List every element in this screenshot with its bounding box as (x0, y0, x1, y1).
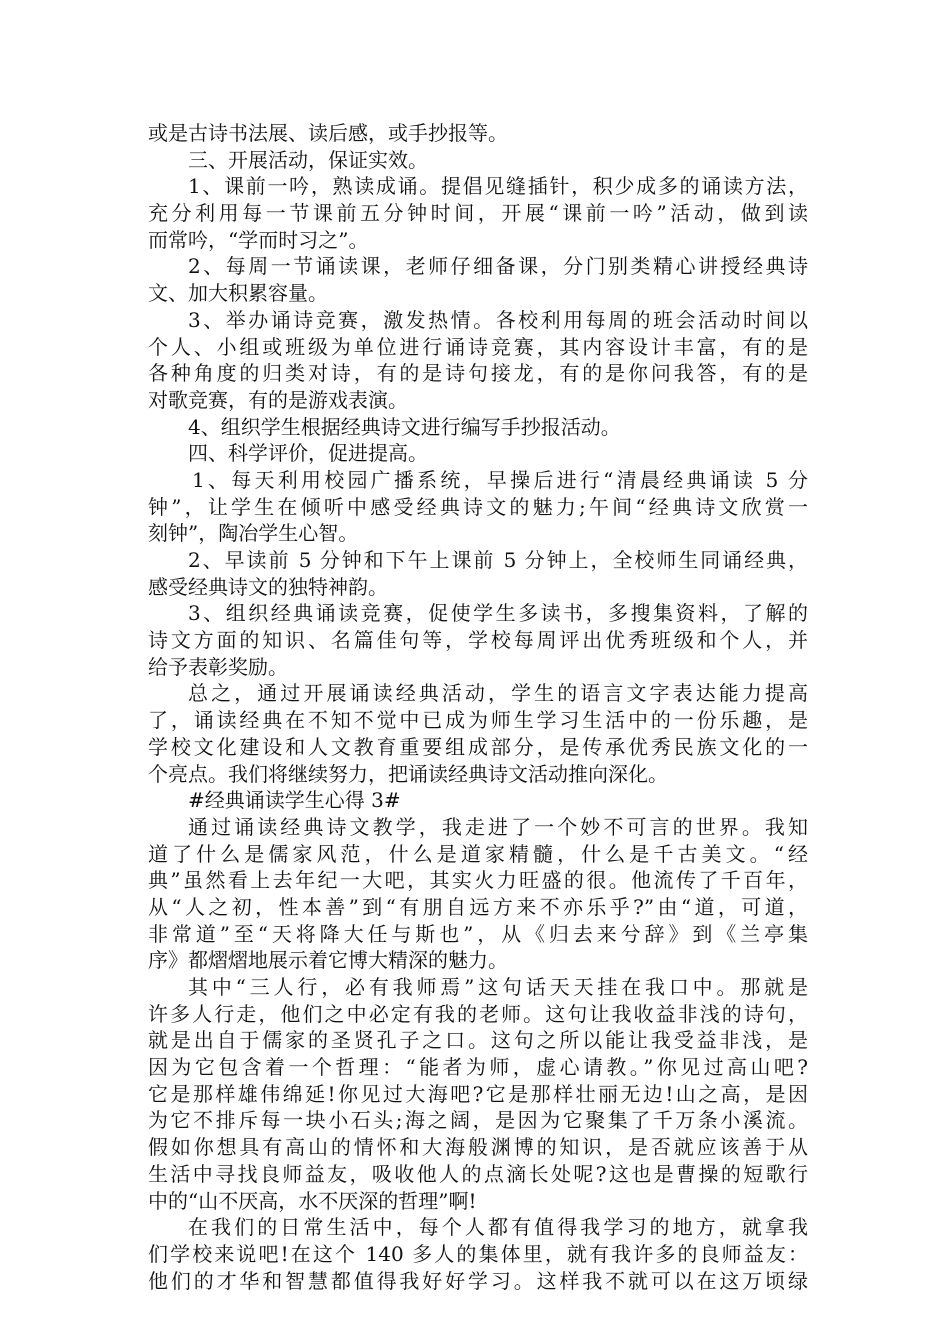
text-line: 因为它包含着一个哲理：“能者为师，虚心请教。”你见过高山吧? (148, 1055, 808, 1080)
text-line: 3、组织经典诵读竞赛，促使学生多读书，多搜集资料，了解的 (188, 601, 808, 626)
text-line: 了，诵读经典在不知不觉中已成为师生学习生活中的一份乐趣，是 (148, 708, 808, 733)
text-line: 假如你想具有高山的情怀和大海般渊博的知识，是否就应该善于从 (148, 1135, 808, 1160)
text-line: 总之，通过开展诵读经典活动，学生的语言文字表达能力提高 (188, 681, 808, 706)
text-line: 它是那样雄伟绵延!你见过大海吧?它是那样壮丽无边!山之高，是因 (148, 1081, 808, 1106)
text-line: 生活中寻找良师益友，吸收他人的点滴长处呢?这也是曹操的短歌行 (148, 1161, 808, 1186)
text-line: 对歌竞赛，有的是游戏表演。 (148, 387, 408, 412)
document-body (148, 120, 808, 1294)
text-line: 典”虽然看上去年纪一大吧，其实火力旺盛的很。他流传了千百年， (148, 868, 808, 893)
text-line: 其中“三人行，必有我师焉”这句话天天挂在我口中。那就是 (188, 975, 808, 999)
text-line: 序》都熠熠地展示着它博大精深的魅力。 (148, 948, 508, 973)
text-line: 文、加大积累容量。 (148, 281, 328, 306)
text-line: 就是出自于儒家的圣贤孔子之口。这句之所以能让我受益非浅，是 (148, 1028, 808, 1053)
text-line: 诗文方面的知识、名篇佳句等，学校每周评出优秀班级和个人，并 (148, 628, 808, 653)
text-line: 通过诵读经典诗文教学，我走进了一个妙不可言的世界。我知 (188, 814, 808, 839)
text-line: 从“人之初，性本善”到“有朋自远方来不亦乐乎?”由“道，可道， (148, 894, 808, 919)
text-line: 3、举办诵诗竞赛，激发热情。各校利用每周的班会活动时间以 (188, 307, 808, 332)
text-line: 为它不排斥每一块小石头;海之阔，是因为它聚集了千万条小溪流。 (148, 1108, 808, 1133)
text-line: 在我们的日常生活中，每个人都有值得我学习的地方，就拿我 (188, 1215, 808, 1240)
text-line: 充分利用每一节课前五分钟时间，开展“课前一吟”活动，做到读 (148, 201, 808, 226)
text-line: 个亮点。我们将继续努力，把诵读经典诗文活动推向深化。 (148, 761, 668, 786)
section-heading: 四、科学评价，促进提高。 (188, 441, 428, 466)
text-line: 1、课前一吟，熟读成诵。提倡见缝插针，积少成多的诵读方法， (188, 174, 808, 199)
text-line: 非常道”至“天将降大任与斯也”，从《归去来兮辞》到《兰亭集 (148, 921, 808, 946)
text-line: 各种角度的归类对诗，有的是诗句接龙，有的是你问我答，有的是 (148, 361, 808, 386)
text-line: 道了什么是儒家风范，什么是道家精髓，什么是千古美文。“经 (148, 841, 808, 866)
text-line: 钟”，让学生在倾听中感受经典诗文的魅力;午间“经典诗文欣赏一 (148, 494, 808, 519)
text-line: 或是古诗书法展、读后感，或手抄报等。 (148, 121, 508, 145)
text-line: 而常吟，“学而时习之”。 (148, 227, 369, 252)
section-heading: #经典诵读学生心得 3# (188, 788, 401, 813)
text-line: 中的“山不厌高，水不厌深的哲理”啊! (148, 1188, 477, 1213)
text-line: 学校文化建设和人文教育重要组成部分，是传承优秀民族文化的一 (148, 734, 808, 759)
text-line: 2、每周一节诵读课，老师仔细备课，分门别类精心讲授经典诗 (188, 254, 808, 279)
text-line: 刻钟”，陶冶学生心智。 (148, 521, 359, 546)
section-heading: 三、开展活动，保证实效。 (188, 147, 428, 172)
text-line: 1、每天利用校园广播系统，早操后进行“清晨经典诵读 5 分 (192, 467, 808, 492)
text-line: 许多人行走，他们之中必定有我的老师。这句让我收益非浅的诗句， (148, 1001, 808, 1026)
text-line: 给予表彰奖励。 (148, 654, 288, 679)
text-line: 2、早读前 5 分钟和下午上课前 5 分钟上，全校师生同诵经典， (188, 548, 808, 572)
text-line: 4、组织学生根据经典诗文进行编写手抄报活动。 (188, 414, 621, 439)
text-line: 他们的才华和智慧都值得我好好学习。这样我不就可以在这万顷绿 (148, 1268, 808, 1293)
text-line: 们学校来说吧!在这个 140 多人的集体里，就有我许多的良师益友： (148, 1241, 808, 1266)
text-line: 感受经典诗文的独特神韵。 (148, 574, 388, 599)
text-line: 个人、小组或班级为单位进行诵诗竞赛，其内容设计丰富，有的是 (148, 334, 808, 359)
